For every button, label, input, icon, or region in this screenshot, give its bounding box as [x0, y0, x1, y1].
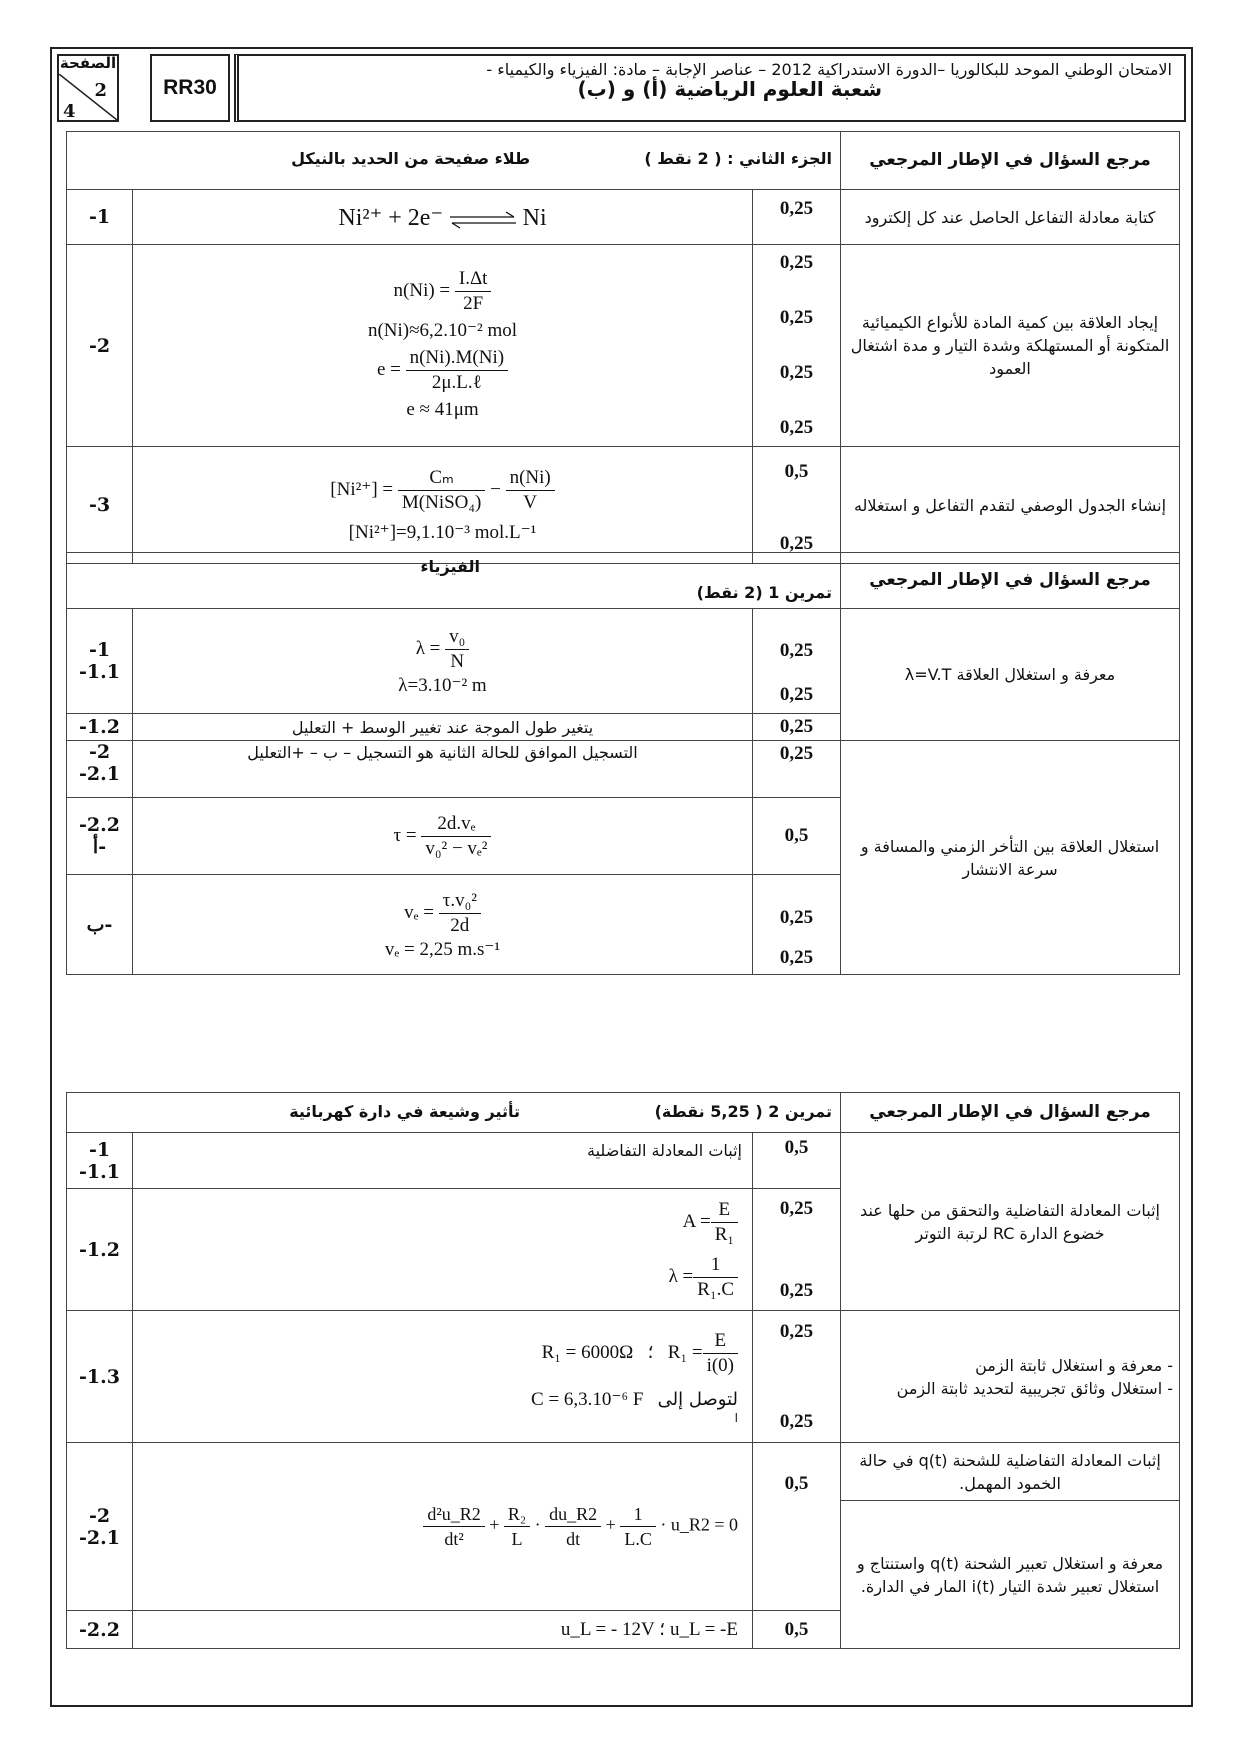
points-cell	[753, 875, 841, 975]
fraction	[406, 346, 508, 395]
points-cell	[753, 245, 841, 447]
numerator: n(Ni)	[506, 466, 555, 491]
question-number: -1.3	[67, 1311, 133, 1443]
points: 0,25	[779, 1320, 814, 1342]
question-number-main: -2.2	[79, 814, 120, 836]
equilibrium-arrow-icon	[448, 210, 518, 230]
part-title: الجزء الثاني : ( 2 نقط )	[644, 149, 833, 168]
question-number	[67, 741, 133, 798]
denominator: R₁	[714, 1223, 734, 1245]
points: 0,5	[753, 1133, 841, 1189]
numerator: R₂	[504, 1502, 530, 1527]
value-lambda: λ=3.10⁻² m	[398, 675, 487, 696]
exam-code: RR30	[150, 54, 230, 122]
equation-tail: · u_R2 = 0	[660, 1514, 738, 1535]
points: 0,25	[779, 684, 814, 705]
fraction	[711, 1198, 738, 1247]
value-ni-conc: [Ni²⁺]=9,1.10⁻³ mol.L⁻¹	[348, 522, 537, 543]
formula-lhs: e =	[376, 358, 401, 380]
answer-cell	[133, 1443, 753, 1611]
points: 0,25	[779, 362, 814, 384]
formula-ni-conc	[133, 466, 752, 515]
formula-lhs: vₑ =	[404, 901, 434, 923]
formula-n-ni	[133, 267, 752, 316]
ref-header: مرجع السؤال في الإطار المرجعي	[841, 553, 1180, 609]
fraction	[398, 466, 485, 515]
ref-text: - معرفة و استغلال ثابتة الزمن - استغلال وثائق تجريبية لتحديد ثابتة الزمن	[841, 1311, 1180, 1443]
question-number	[67, 609, 133, 714]
fraction	[504, 1502, 530, 1551]
question-number: -2	[67, 245, 133, 447]
exercise1-title: تمرين 1 (2 نقط)	[696, 583, 833, 602]
physics-header-cell	[67, 553, 841, 609]
answer-cell	[133, 875, 753, 975]
denominator: V	[523, 492, 537, 513]
points: 0,25	[779, 1197, 814, 1219]
points: 0,25	[779, 251, 814, 273]
points: 0,25	[779, 533, 814, 554]
question-number-sub: -1.1	[79, 661, 120, 683]
points: 0,5	[753, 1443, 841, 1611]
answer-text: التسجيل الموافق للحالة الثانية هو التسجيل – ب – +التعليل	[133, 741, 753, 798]
numerator: I.Δt	[455, 267, 492, 292]
question-number	[67, 798, 133, 875]
answer-cell	[133, 798, 753, 875]
points: 0,25	[779, 1410, 814, 1432]
chemistry-table	[66, 131, 1180, 564]
numerator: du_R2	[545, 1502, 601, 1527]
exercise2-title: تمرين 2 ( 5,25 نقطة)	[654, 1102, 833, 1121]
numerator: 2d.vₑ	[421, 812, 491, 837]
plus-sign: +	[605, 1514, 616, 1535]
denominator: dt²	[444, 1529, 464, 1549]
points: 0,25	[753, 741, 841, 798]
chemistry-header-cell	[67, 132, 841, 190]
denominator: i(0)	[706, 1354, 734, 1376]
denominator: v₀² − vₑ²	[425, 837, 488, 859]
page-number: 2	[94, 80, 107, 101]
ref-text: استغلال العلاقة بين التأخر الزمني والمسافة و سرعة الانتشار	[841, 741, 1180, 975]
question-number-sub: أ-	[92, 836, 107, 858]
answer-cell	[133, 447, 753, 564]
fraction	[421, 812, 491, 861]
physics-ex1-table	[66, 552, 1180, 975]
answer-text: يتغير طول الموجة عند تغيير الوسط + التعليل	[133, 714, 753, 741]
points-cell	[753, 1189, 841, 1311]
question-number-sub: -2.1	[79, 763, 120, 785]
question-number	[67, 1133, 133, 1189]
question-number: -1	[67, 190, 133, 245]
points: 0,5	[753, 1611, 841, 1649]
formula-lambda	[133, 625, 752, 674]
minus-sign: −	[490, 478, 501, 500]
question-number-main: -1	[88, 639, 111, 661]
denominator: 2F	[463, 292, 484, 314]
points-cell	[753, 447, 841, 564]
fraction	[506, 466, 555, 515]
points: 0,25	[779, 946, 814, 968]
page-label: الصفحة	[59, 54, 117, 72]
fraction	[620, 1502, 656, 1551]
fraction	[693, 1253, 738, 1302]
value-r1: R₁ = 6000Ω	[541, 1341, 634, 1363]
denominator: L	[511, 1529, 523, 1549]
exam-title-line2: شعبة العلوم الرياضية (أ) و (ب)	[577, 77, 882, 101]
numerator: E	[711, 1198, 738, 1223]
question-number: -1.2	[67, 714, 133, 741]
physics-ex2-table	[66, 1092, 1180, 1649]
fraction	[439, 889, 481, 938]
fraction	[445, 625, 469, 674]
reaction-rhs: Ni	[522, 204, 547, 231]
stray-mark: ا	[734, 1410, 738, 1425]
fraction	[423, 1502, 484, 1551]
ref-text: إيجاد العلاقة بين كمية المادة للأنواع الكيميائية المتكونة أو المستهلكة وشدة التيار و مدة اشتغال العمود	[841, 245, 1180, 447]
numerator: Cₘ	[398, 466, 485, 491]
points: 0,25	[753, 190, 841, 245]
formula-lhs: τ =	[393, 824, 417, 846]
formula-lhs: λ =	[415, 637, 441, 659]
numerator: v₀	[445, 625, 469, 650]
answer-cell	[133, 609, 753, 714]
dot-sign: ·	[534, 1514, 541, 1535]
value-ve: vₑ = 2,25 m.s⁻¹	[384, 938, 501, 960]
physics-title: الفيزياء	[420, 557, 481, 576]
answer-cell	[133, 1189, 753, 1311]
page-frame	[50, 47, 1193, 1707]
reaction-lhs: Ni²⁺ + 2e⁻	[338, 204, 444, 231]
question-number	[67, 1443, 133, 1611]
ref-header: مرجع السؤال في الإطار المرجعي	[841, 132, 1180, 190]
denominator: dt	[566, 1529, 581, 1549]
question-number: -3	[67, 447, 133, 564]
numerator: d²u_R2	[423, 1502, 484, 1527]
page-number-box	[57, 54, 119, 122]
points: 0,25	[779, 306, 814, 328]
value-n-ni: n(Ni)≈6,2.10⁻² mol	[367, 319, 518, 341]
denominator: N	[450, 651, 465, 672]
exam-header	[52, 49, 1191, 127]
answer-text: إثبات المعادلة التفاضلية	[133, 1133, 753, 1189]
formula-lambda-rc	[133, 1253, 738, 1302]
exam-title-box	[234, 54, 1186, 122]
question-number-sub: -2.1	[79, 1526, 120, 1549]
numerator: 1	[620, 1502, 656, 1527]
points: 0,5	[753, 798, 841, 875]
formula-e	[133, 346, 752, 395]
answer-cell	[133, 245, 753, 447]
formula-lhs: λ =	[668, 1265, 694, 1287]
part-subject: طلاء صفيحة من الحديد بالنيكل	[291, 149, 531, 168]
ref-text: كتابة معادلة التفاعل الحاصل عند كل إلكترود	[841, 190, 1180, 245]
question-number: -2.2	[67, 1611, 133, 1649]
formula-ve	[133, 889, 752, 938]
exam-title-line1: الامتحان الوطني الموحد للبكالوريا –الدورة الاستدراكية 2012 – عناصر الإجابة – مادة: الفيزياء والكيمياء -	[486, 60, 1172, 79]
ref-text: معرفة و استغلال العلاقة λ=V.T	[841, 609, 1180, 741]
answer-text: u_L = - 12V ؛ u_L = -E	[133, 1611, 753, 1649]
plus-sign: +	[489, 1514, 500, 1535]
page-total: 4	[63, 101, 76, 122]
fraction	[545, 1502, 601, 1551]
answer-cell	[133, 190, 753, 245]
formula-lhs: [Ni²⁺] =	[330, 478, 394, 500]
points: 0,5	[784, 461, 809, 482]
question-number: ب-	[67, 875, 133, 975]
question-number-main: -2	[88, 1504, 111, 1527]
numerator: n(Ni).M(Ni)	[406, 346, 508, 371]
question-number: -1.2	[67, 1189, 133, 1311]
points: 0,25	[779, 417, 814, 439]
value-c	[133, 1388, 738, 1411]
ref-text: معرفة و استغلال تعبير الشحنة q(t) واستنتاج و استغلال تعبير شدة التيار i(t) المار في الدارة.	[841, 1501, 1180, 1649]
fraction	[703, 1329, 738, 1378]
ref-header: مرجع السؤال في الإطار المرجعي	[841, 1093, 1180, 1133]
ref-text: إثبات المعادلة التفاضلية للشحنة q(t) في حالة الخمود المهمل.	[841, 1443, 1180, 1501]
points: 0,25	[779, 640, 814, 661]
points: 0,25	[753, 714, 841, 741]
separator: ؛	[647, 1341, 654, 1363]
denominator: R₁.C	[697, 1278, 734, 1300]
formula-lhs: R₁ =	[667, 1341, 703, 1363]
numerator: E	[703, 1329, 738, 1354]
numerator: τ.v₀²	[439, 889, 481, 914]
denominator: M(NiSO₄)	[401, 492, 482, 513]
formula-lhs: n(Ni) =	[393, 279, 451, 301]
question-number-main: -2	[88, 741, 111, 763]
formula-r1	[133, 1329, 738, 1378]
question-number-sub: -1.1	[79, 1160, 120, 1183]
denominator: 2μ.L.ℓ	[431, 371, 482, 393]
formula-lhs: A =	[682, 1210, 711, 1232]
numerator: 1	[693, 1253, 738, 1278]
ref-text: إثبات المعادلة التفاضلية والتحقق من حلها عند خضوع الدارة RC لرتبة التوتر	[841, 1133, 1180, 1311]
points-cell	[753, 1311, 841, 1443]
formula-a	[133, 1198, 738, 1247]
value-c-text: C = 6,3.10⁻⁶ F	[531, 1388, 644, 1410]
answer-cell	[133, 1311, 753, 1443]
exercise2-subject: تأثير وشيعة في دارة كهربائية	[289, 1102, 521, 1121]
arabic-hint: لتوصل إلى	[657, 1388, 738, 1410]
ref-text: إنشاء الجدول الوصفي لتقدم التفاعل و استغلاله	[841, 447, 1180, 564]
question-number-main: -1	[88, 1138, 111, 1161]
points: 0,25	[779, 906, 814, 928]
exercise2-header-cell	[67, 1093, 841, 1133]
points: 0,25	[779, 1279, 814, 1301]
fraction	[455, 267, 492, 316]
denominator: L.C	[624, 1529, 652, 1549]
value-e: e ≈ 41μm	[406, 398, 479, 420]
denominator: 2d	[450, 914, 470, 936]
points-cell	[753, 609, 841, 714]
